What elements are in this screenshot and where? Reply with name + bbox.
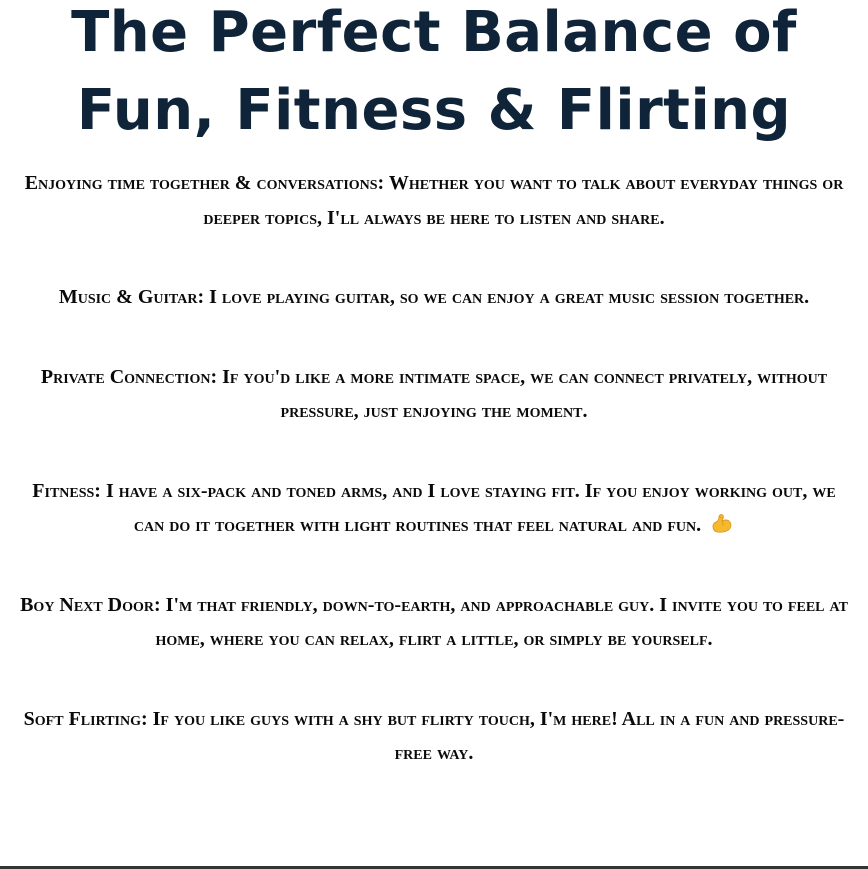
content-section bbox=[20, 166, 848, 816]
flexed-biceps-icon bbox=[710, 511, 734, 533]
paragraph-soft-flirting bbox=[20, 702, 848, 771]
paragraph-fitness bbox=[20, 474, 848, 543]
title-line-1: The Perfect Balance of bbox=[71, 0, 797, 65]
paragraph-text: Private Connection: If you'd like a more intimate space, we can connect privately, without pressure, just enjoying the moment. bbox=[40, 365, 828, 422]
paragraph-conversations bbox=[20, 166, 848, 235]
paragraph-boy-next-door bbox=[20, 588, 848, 657]
paragraph-text: Fitness: I have a six-pack and toned arms, and I love staying fit. If you enjoy working out, we can do it together with light routines that feel natural and fun. bbox=[32, 479, 836, 536]
paragraph-text: Soft Flirting: If you like guys with a shy but flirty touch, I'm here! All in a fun and pressure-free way. bbox=[23, 707, 845, 764]
title-line-2: Fun, Fitness & Flirting bbox=[76, 78, 792, 143]
paragraph-text: Music & Guitar: I love playing guitar, so we can enjoy a great music session together. bbox=[58, 286, 810, 308]
page-title bbox=[0, 0, 868, 150]
paragraph-music bbox=[20, 280, 848, 315]
paragraph-text: Enjoying time together & conversations: Whether you want to talk about everyday things or deeper topics, I'll always be here to listen and share. bbox=[24, 172, 844, 229]
paragraph-private-connection bbox=[20, 360, 848, 429]
paragraph-text: Boy Next Door: I'm that friendly, down-to-earth, and approachable guy. I invite you to feel at home, where you can relax, flirt a little, or simply be yourself. bbox=[20, 593, 848, 650]
